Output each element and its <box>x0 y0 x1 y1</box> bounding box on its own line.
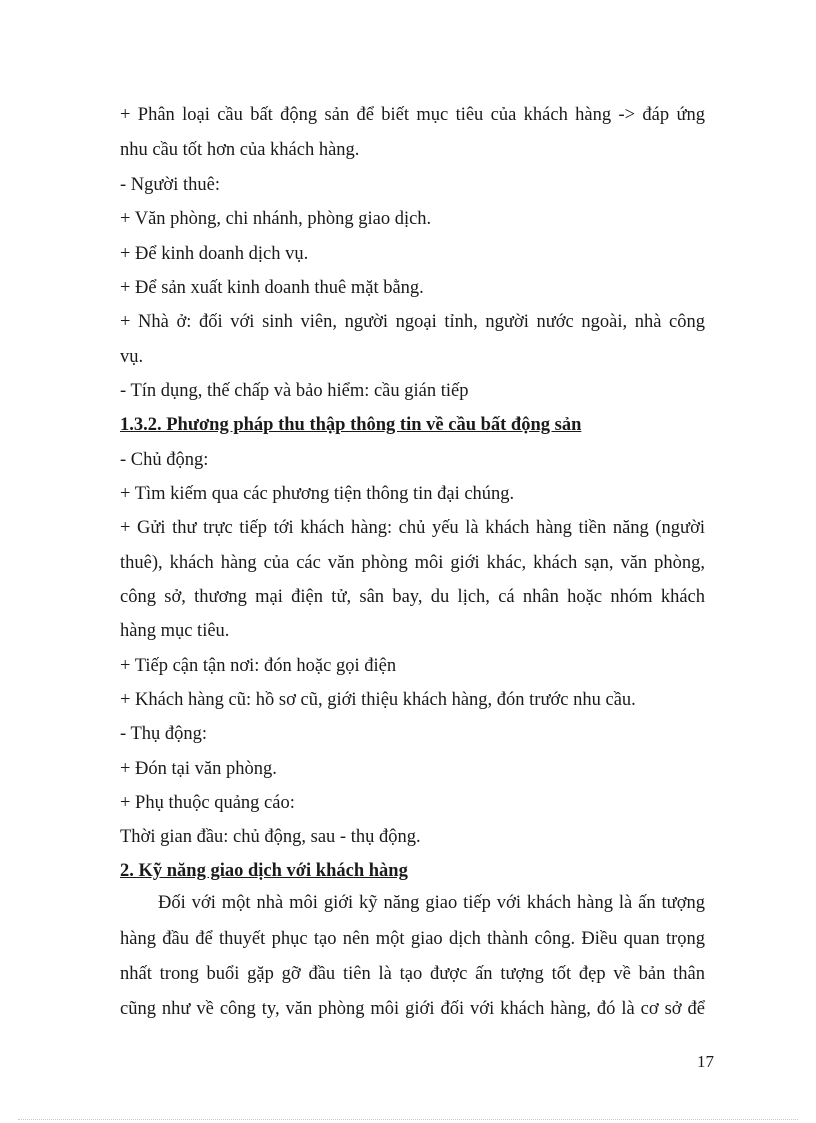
text-line: + Để kinh doanh dịch vụ. <box>120 244 309 264</box>
text-line: + Khách hàng cũ: hồ sơ cũ, giới thiệu khách hàng, đón trước nhu cầu. <box>120 690 636 710</box>
text-line: hàng đầu để thuyết phục tạo nên một giao dịch thành công. Điều quan trọng <box>120 929 705 949</box>
page-number: 17 <box>697 1052 714 1071</box>
text-line: + Phân loại cầu bất động sản để biết mục tiêu của khách hàng -> đáp ứng <box>120 105 705 125</box>
text-line: vụ. <box>120 347 144 367</box>
text-line: - Thụ động: <box>120 724 208 744</box>
text-line: + Văn phòng, chi nhánh, phòng giao dịch. <box>120 209 432 229</box>
text-line: - Chủ động: <box>120 450 209 470</box>
text-line: hàng mục tiêu. <box>120 621 230 641</box>
text-line: + Phụ thuộc quảng cáo: <box>120 793 295 813</box>
text-line: công sở, thương mại điện tử, sân bay, du lịch, cá nhân hoặc nhóm khách <box>120 587 705 607</box>
text-line: thuê), khách hàng của các văn phòng môi giới khác, khách sạn, văn phòng, <box>120 553 705 573</box>
text-line: cũng như về công ty, văn phòng môi giới đối với khách hàng, đó là cơ sở để <box>120 999 705 1019</box>
section-heading: 2. Kỹ năng giao dịch với khách hàng <box>120 861 408 881</box>
text-line: + Tìm kiếm qua các phương tiện thông tin đại chúng. <box>120 484 515 504</box>
text-line: - Tín dụng, thế chấp và bảo hiểm: cầu gián tiếp <box>120 381 469 401</box>
text-line: Đối với một nhà môi giới kỹ năng giao tiếp với khách hàng là ấn tượng <box>158 893 705 913</box>
text-line: + Để sản xuất kinh doanh thuê mặt bằng. <box>120 278 424 298</box>
text-line: + Tiếp cận tận nơi: đón hoặc gọi điện <box>120 656 397 676</box>
text-line: + Đón tại văn phòng. <box>120 759 277 779</box>
text-line: Thời gian đầu: chủ động, sau - thụ động. <box>120 827 421 847</box>
text-line: nhu cầu tốt hơn của khách hàng. <box>120 140 360 160</box>
footer-divider <box>18 1119 798 1120</box>
text-line: + Nhà ở: đối với sinh viên, người ngoại tỉnh, người nước ngoài, nhà công <box>120 312 705 332</box>
text-line: nhất trong buổi gặp gỡ đầu tiên là tạo được ấn tượng tốt đẹp về bản thân <box>120 964 705 984</box>
section-heading: 1.3.2. Phương pháp thu thập thông tin về cầu bất động sản <box>120 415 582 435</box>
text-line: + Gửi thư trực tiếp tới khách hàng: chủ yếu là khách hàng tiền năng (người <box>120 518 705 538</box>
text-line: - Người thuê: <box>120 175 220 195</box>
